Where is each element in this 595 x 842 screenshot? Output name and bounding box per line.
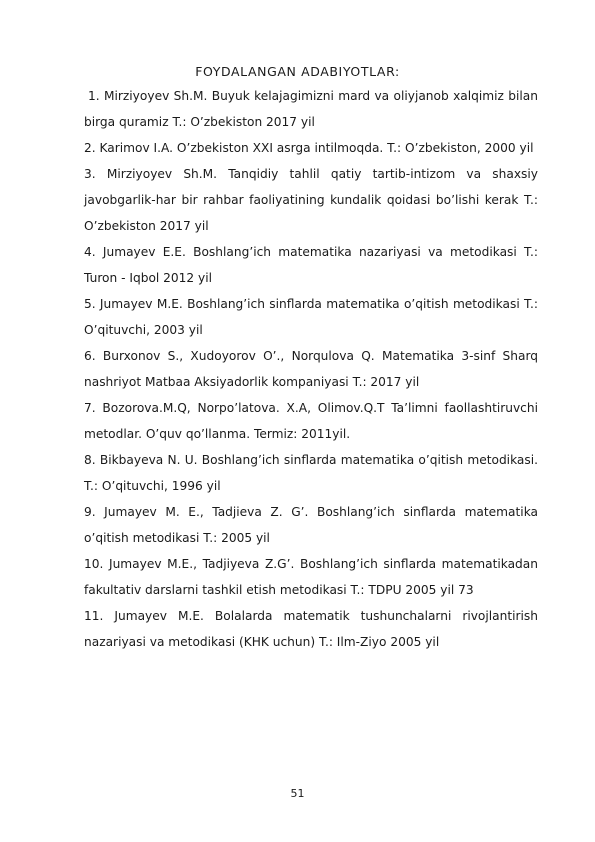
reference-item: 4. Jumayev E.E. Boshlang’ich matematika nazariyasi va metodikasi T.: Turon - Iqbol 2012 yil — [84, 245, 538, 285]
reference-item: 3. Mirziyoyev Sh.M. Tanqidiy tahlil qatiy tartib-intizom va shaxsiy javobgarlik-har bir rahbar faoliyatining kundalik qoidasi bo’lishi kerak T.: O’zbekiston 2017 yil — [84, 167, 538, 233]
reference-item: 5. Jumayev M.E. Boshlang’ich sinflarda matematika o’qitish metodikasi T.: O’qituvchi, 2003 yil — [84, 297, 538, 337]
reference-item: 9. Jumayev M. E., Tadjieva Z. G’. Boshlang’ich sinflarda matematika o’qitish metodikasi T.: 2005 yil — [84, 505, 538, 545]
reference-item: 7. Bozorova.M.Q, Norpo’latova. X.A, Olimov.Q.T Ta’limni faollashtiruvchi metodlar. O’quv qo’llanma. Termiz: 2011yil. — [84, 401, 538, 441]
reference-item: 8. Bikbayeva N. U. Boshlang’ich sinflarda matematika o’qitish metodikasi. T.: O’qituvchi, 1996 yil — [84, 453, 538, 493]
references-list — [84, 83, 538, 655]
page-number: 51 — [290, 787, 305, 800]
reference-item: 10. Jumayev M.E., Tadjiyeva Z.G’. Boshlang’ich sinflarda matematikadan fakultativ darslarni tashkil etish metodikasi T.: TDPU 2005 yil 73 — [84, 557, 538, 597]
reference-item: 11. Jumayev M.E. Bolalarda matematik tushunchalarni rivojlantirish nazariyasi va metodikasi (KHK uchun) T.: Ilm-Ziyo 2005 yil — [84, 609, 538, 649]
reference-item: 1. Mirziyoyev Sh.M. Buyuk kelajagimizni mard va oliyjanob xalqimiz bilan birga quramiz T.: O’zbekiston 2017 yil — [84, 89, 538, 129]
references-heading: FOYDALANGAN ADABIYOTLAR: — [195, 64, 400, 79]
reference-item: 6. Burxonov S., Xudoyorov O’., Norqulova Q. Matematika 3-sinf Sharq nashriyot Matbaa Aksiyadorlik kompaniyasi T.: 2017 yil — [84, 349, 538, 389]
reference-item: 2. Karimov I.A. O’zbekiston XXI asrga intilmoqda. T.: O’zbekiston, 2000 yil — [84, 141, 534, 155]
